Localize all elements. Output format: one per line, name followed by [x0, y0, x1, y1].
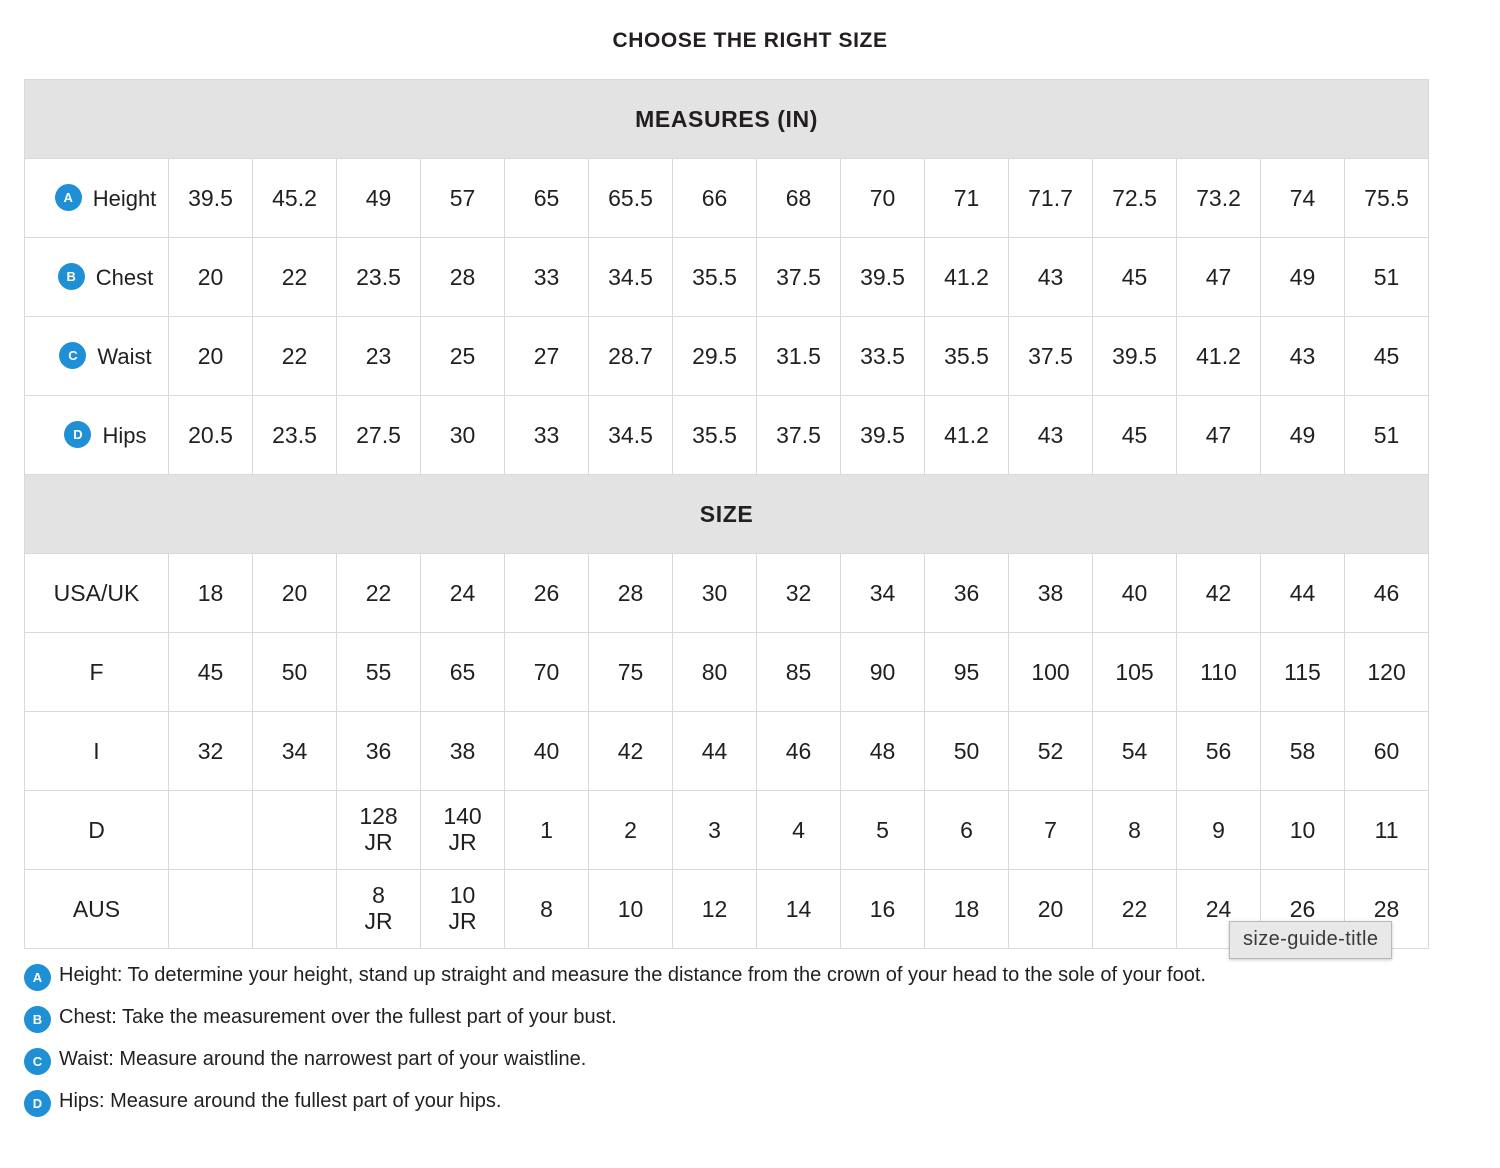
- table-cell: 33: [505, 238, 589, 317]
- table-cell: 120: [1345, 633, 1429, 712]
- table-cell: 45: [1093, 396, 1177, 475]
- table-cell: 47: [1177, 238, 1261, 317]
- section-header-measures: MEASURES (IN): [25, 80, 1429, 159]
- size-section-header-row: [25, 475, 1429, 554]
- table-cell: 38: [421, 712, 505, 791]
- table-cell: 35.5: [925, 317, 1009, 396]
- table-cell: 30: [673, 554, 757, 633]
- badge-c-icon: C: [24, 1048, 51, 1075]
- tooltip-size-guide-title: size-guide-title: [1229, 921, 1392, 959]
- badge-d-icon: D: [64, 421, 91, 448]
- table-cell: 75.5: [1345, 159, 1429, 238]
- table-cell: 46: [757, 712, 841, 791]
- table-cell: 35.5: [673, 238, 757, 317]
- table-cell: 74: [1261, 159, 1345, 238]
- row-label-f: F: [25, 633, 169, 712]
- note-waist: [24, 1047, 1424, 1076]
- table-cell: 14: [757, 870, 841, 949]
- table-cell: 66: [673, 159, 757, 238]
- table-cell: 28: [421, 238, 505, 317]
- table-cell: 37.5: [757, 396, 841, 475]
- table-cell: 20: [253, 554, 337, 633]
- table-cell: 70: [505, 633, 589, 712]
- table-cell: 34.5: [589, 396, 673, 475]
- table-cell: 7: [1009, 791, 1093, 870]
- table-cell: 75: [589, 633, 673, 712]
- table-cell: 34.5: [589, 238, 673, 317]
- table-row-f: [25, 633, 1429, 712]
- table-cell: 23.5: [253, 396, 337, 475]
- table-row-waist: [25, 317, 1429, 396]
- table-cell: 65: [421, 633, 505, 712]
- table-cell: 10 JR: [421, 870, 505, 949]
- table-row-d: [25, 791, 1429, 870]
- table-cell: 38: [1009, 554, 1093, 633]
- table-cell: 43: [1009, 238, 1093, 317]
- table-cell: 27.5: [337, 396, 421, 475]
- size-guide-table-wrapper: [24, 79, 1424, 949]
- table-cell: 72.5: [1093, 159, 1177, 238]
- table-cell: 36: [337, 712, 421, 791]
- table-cell: 33.5: [841, 317, 925, 396]
- row-label-height: [25, 159, 169, 238]
- table-cell: 20.5: [169, 396, 253, 475]
- table-cell: 71: [925, 159, 1009, 238]
- table-cell: 56: [1177, 712, 1261, 791]
- note-text: Chest: Take the measurement over the fullest part of your bust.: [59, 1006, 617, 1028]
- table-cell: 11: [1345, 791, 1429, 870]
- table-cell: 22: [253, 317, 337, 396]
- table-cell: 42: [589, 712, 673, 791]
- table-cell: 37.5: [1009, 317, 1093, 396]
- table-cell: 28: [589, 554, 673, 633]
- table-cell: 20: [1009, 870, 1093, 949]
- table-cell: 35.5: [673, 396, 757, 475]
- table-cell: 5: [841, 791, 925, 870]
- table-cell: 42: [1177, 554, 1261, 633]
- table-cell: 70: [841, 159, 925, 238]
- table-cell: 41.2: [925, 238, 1009, 317]
- table-cell: 8: [505, 870, 589, 949]
- table-cell: 12: [673, 870, 757, 949]
- size-guide-table: [24, 79, 1429, 949]
- table-cell: 40: [1093, 554, 1177, 633]
- table-cell: [169, 870, 253, 949]
- badge-b-icon: B: [58, 263, 85, 290]
- table-row-chest: [25, 238, 1429, 317]
- table-cell: 10: [1261, 791, 1345, 870]
- row-label-text: Height: [92, 185, 157, 211]
- row-label-chest: [25, 238, 169, 317]
- table-cell: 20: [169, 238, 253, 317]
- measures-section-header-row: [25, 80, 1429, 159]
- table-cell: 51: [1345, 396, 1429, 475]
- note-text: Waist: Measure around the narrowest part of your waistline.: [59, 1048, 587, 1070]
- row-label-waist: [25, 317, 169, 396]
- table-cell: 85: [757, 633, 841, 712]
- badge-a-icon: A: [55, 184, 82, 211]
- table-cell: [253, 791, 337, 870]
- table-cell: 140 JR: [421, 791, 505, 870]
- row-label-usa-uk: USA/UK: [25, 554, 169, 633]
- table-cell: 49: [337, 159, 421, 238]
- table-cell: 44: [673, 712, 757, 791]
- table-cell: 80: [673, 633, 757, 712]
- table-body: [25, 80, 1429, 949]
- table-cell: 28: [1345, 870, 1429, 949]
- table-row-usa-uk: [25, 554, 1429, 633]
- table-cell: 51: [1345, 238, 1429, 317]
- table-cell: 43: [1261, 317, 1345, 396]
- table-cell: 3: [673, 791, 757, 870]
- row-label-i: I: [25, 712, 169, 791]
- table-cell: 30: [421, 396, 505, 475]
- table-row-aus: [25, 870, 1429, 949]
- table-cell: 45.2: [253, 159, 337, 238]
- table-cell: 39.5: [1093, 317, 1177, 396]
- table-cell: 105: [1093, 633, 1177, 712]
- table-cell: 39.5: [841, 396, 925, 475]
- table-row-height: [25, 159, 1429, 238]
- table-cell: 40: [505, 712, 589, 791]
- measurement-notes: [24, 963, 1424, 1118]
- note-height: [24, 963, 1424, 992]
- table-cell: 110: [1177, 633, 1261, 712]
- table-cell: 100: [1009, 633, 1093, 712]
- table-cell: 41.2: [1177, 317, 1261, 396]
- table-cell: 90: [841, 633, 925, 712]
- table-cell: 2: [589, 791, 673, 870]
- table-cell: 52: [1009, 712, 1093, 791]
- table-cell: 45: [1093, 238, 1177, 317]
- table-cell: 71.7: [1009, 159, 1093, 238]
- table-cell: 47: [1177, 396, 1261, 475]
- table-cell: 95: [925, 633, 1009, 712]
- table-cell: 65: [505, 159, 589, 238]
- table-cell: [169, 791, 253, 870]
- table-cell: 18: [925, 870, 1009, 949]
- table-cell: 33: [505, 396, 589, 475]
- table-cell: 48: [841, 712, 925, 791]
- table-cell: 26: [1261, 870, 1345, 949]
- table-cell: 28.7: [589, 317, 673, 396]
- page-title: CHOOSE THE RIGHT SIZE: [612, 29, 888, 52]
- note-hips: [24, 1089, 1424, 1118]
- table-cell: 22: [1093, 870, 1177, 949]
- table-cell: 8 JR: [337, 870, 421, 949]
- table-cell: 10: [589, 870, 673, 949]
- table-cell: 23: [337, 317, 421, 396]
- table-cell: 128 JR: [337, 791, 421, 870]
- table-cell: 36: [925, 554, 1009, 633]
- table-cell: 68: [757, 159, 841, 238]
- table-cell: 57: [421, 159, 505, 238]
- badge-d-icon: D: [24, 1090, 51, 1117]
- table-cell: 54: [1093, 712, 1177, 791]
- table-cell: 18: [169, 554, 253, 633]
- table-cell: 23.5: [337, 238, 421, 317]
- table-cell: 43: [1009, 396, 1093, 475]
- table-cell: 49: [1261, 238, 1345, 317]
- table-cell: 39.5: [169, 159, 253, 238]
- table-cell: 26: [505, 554, 589, 633]
- row-label-text: Hips: [102, 422, 147, 448]
- note-text: Hips: Measure around the fullest part of your hips.: [59, 1090, 502, 1112]
- table-cell: 29.5: [673, 317, 757, 396]
- table-cell: 24: [1177, 870, 1261, 949]
- table-cell: 39.5: [841, 238, 925, 317]
- table-cell: 60: [1345, 712, 1429, 791]
- table-cell: 31.5: [757, 317, 841, 396]
- table-cell: 16: [841, 870, 925, 949]
- table-row-hips: [25, 396, 1429, 475]
- table-cell: 50: [925, 712, 1009, 791]
- row-label-text: Waist: [97, 343, 152, 369]
- table-cell: 49: [1261, 396, 1345, 475]
- table-cell: 65.5: [589, 159, 673, 238]
- table-cell: [253, 870, 337, 949]
- row-label-text: Chest: [95, 264, 154, 290]
- table-cell: 22: [337, 554, 421, 633]
- table-cell: 34: [841, 554, 925, 633]
- table-cell: 8: [1093, 791, 1177, 870]
- table-cell: 22: [253, 238, 337, 317]
- table-cell: 20: [169, 317, 253, 396]
- note-chest: [24, 1005, 1424, 1034]
- table-cell: 32: [169, 712, 253, 791]
- table-cell: 34: [253, 712, 337, 791]
- table-cell: 4: [757, 791, 841, 870]
- table-cell: 45: [1345, 317, 1429, 396]
- table-cell: 50: [253, 633, 337, 712]
- badge-b-icon: B: [24, 1006, 51, 1033]
- badge-a-icon: A: [24, 964, 51, 991]
- table-cell: 32: [757, 554, 841, 633]
- row-label-d: D: [25, 791, 169, 870]
- section-header-size: SIZE: [25, 475, 1429, 554]
- row-label-aus: AUS: [25, 870, 169, 949]
- table-cell: 46: [1345, 554, 1429, 633]
- table-cell: 24: [421, 554, 505, 633]
- table-cell: 73.2: [1177, 159, 1261, 238]
- note-text: Height: To determine your height, stand up straight and measure the distance from the crown of your head to the sole of your foot.: [59, 964, 1206, 986]
- badge-c-icon: C: [59, 342, 86, 369]
- row-label-hips: [25, 396, 169, 475]
- table-cell: 44: [1261, 554, 1345, 633]
- table-cell: 55: [337, 633, 421, 712]
- table-cell: 6: [925, 791, 1009, 870]
- table-cell: 27: [505, 317, 589, 396]
- table-cell: 37.5: [757, 238, 841, 317]
- table-cell: 58: [1261, 712, 1345, 791]
- table-cell: 9: [1177, 791, 1261, 870]
- table-cell: 45: [169, 633, 253, 712]
- table-cell: 1: [505, 791, 589, 870]
- table-cell: 25: [421, 317, 505, 396]
- table-cell: 41.2: [925, 396, 1009, 475]
- table-cell: 115: [1261, 633, 1345, 712]
- table-row-i: [25, 712, 1429, 791]
